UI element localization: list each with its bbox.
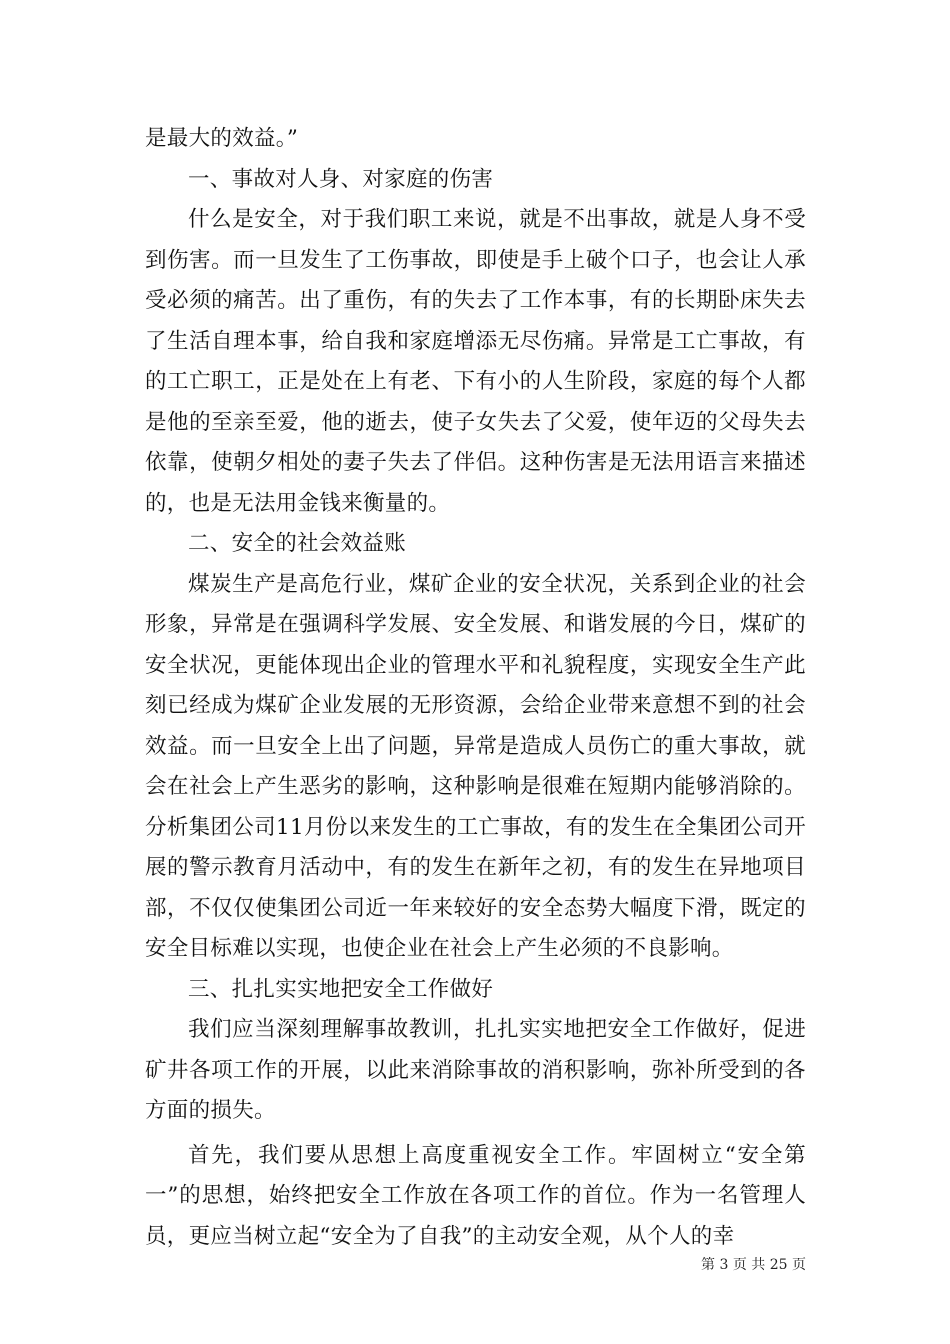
section-heading-1: 一、事故对人身、对家庭的伤害 — [188, 166, 494, 192]
paragraph-3: 我们应当深刻理解事故教训，扎扎实实地把安全工作做好，促进矿井各项工作的开展，以此来消除事故的消积影响，弥补所受到的各方面的损失。 — [145, 1017, 806, 1123]
paragraph-2: 煤炭生产是高危行业，煤矿企业的安全状况，关系到企业的社会形象，异常是在强调科学发展、安全发展、和谐发展的今日，煤矿的安全状况，更能体现出企业的管理水平和礼貌程度，实现安全生产此刻已经成为煤矿企业发展的无形资源，会给企业带来意想不到的社会效益。而一旦安全上出了问题，异常是造成人员伤亡的重大事故，就会在社会上产生恶劣的影响，这种影响是很难在短期内能够消除的。分析集团公司11月份以来发生的工亡事故，有的发生在全集团公司开展的警示教育月活动中，有的发生在新年之初，有的发生在异地项目部，不仅仅使集团公司近一年来较好的安全态势大幅度下滑，既定的安全目标难以实现，也使企业在社会上产生必须的不良影响。 — [145, 571, 806, 961]
section-heading-3: 三、扎扎实实地把安全工作做好 — [188, 976, 494, 1002]
paragraph-opening-tail: 是最大的效益。” — [145, 126, 299, 151]
paragraph-4: 首先，我们要从思想上高度重视安全工作。牢固树立“安全第一”的思想，始终把安全工作放在各项工作的首位。作为一名管理人员，更应当树立起“安全为了自我”的主动安全观，从个人的幸 — [145, 1142, 806, 1249]
document-body — [145, 119, 806, 1257]
section-heading-2: 二、安全的社会效益账 — [188, 531, 407, 556]
page-number: 第 3 页 共 25 页 — [701, 1257, 806, 1273]
paragraph-1: 什么是安全，对于我们职工来说，就是不出事故，就是人身不受到伤害。而一旦发生了工伤事故，即使是手上破个口子，也会让人承受必须的痛苦。出了重伤，有的失去了工作本事，有的长期卧床失去了生活自理本事，给自我和家庭增添无尽伤痛。异常是工亡事故，有的工亡职工，正是处在上有老、下有小的人生阶段，家庭的每个人都是他的至亲至爱，他的逝去，使子女失去了父爱，使年迈的父母失去依靠，使朝夕相处的妻子失去了伴侣。这种伤害是无法用语言来描述的，也是无法用金钱来衡量的。 — [145, 207, 806, 516]
